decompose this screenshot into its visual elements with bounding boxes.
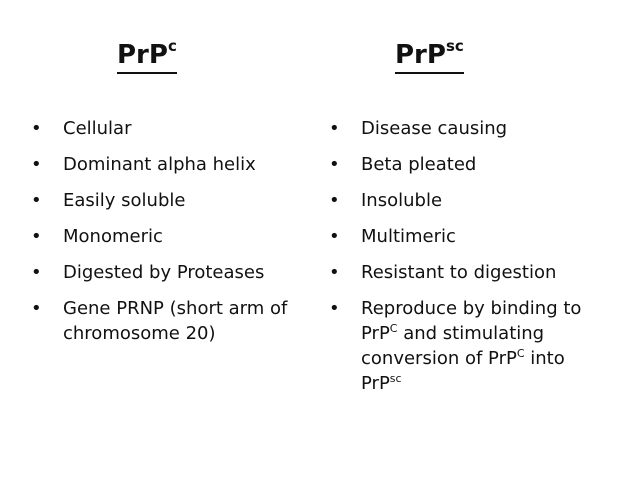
bullet-icon: • (31, 298, 42, 319)
list-item-text: Disease causing (361, 118, 508, 139)
bullet-icon: • (329, 226, 340, 247)
list-item-text: Digested by Proteases (63, 262, 265, 283)
list-item (329, 188, 609, 213)
prpc-list (31, 116, 301, 357)
bullet-icon: • (31, 190, 42, 211)
heading-prpc-sup: c (167, 37, 177, 56)
list-item-text: Monomeric (63, 226, 163, 247)
heading-prpsc (395, 39, 464, 74)
list-item-text: into PrP (361, 348, 565, 394)
list-item (329, 260, 609, 285)
bullet-icon: • (329, 118, 340, 139)
heading-prpc (117, 39, 177, 74)
bullet-icon: • (31, 154, 42, 175)
superscript: sc (389, 372, 402, 385)
list-item-text: Cellular (63, 118, 132, 139)
superscript: C (516, 347, 525, 360)
heading-prpsc-base: PrP (395, 40, 446, 70)
bullet-icon: • (329, 298, 340, 319)
bullet-icon: • (31, 262, 42, 283)
superscript: C (389, 322, 398, 335)
list-item (31, 116, 301, 141)
list-item (31, 296, 301, 346)
bullet-icon: • (31, 118, 42, 139)
prpsc-list (329, 116, 609, 407)
list-item (329, 116, 609, 141)
list-item (31, 224, 301, 249)
list-item-text: Easily soluble (63, 190, 186, 211)
bullet-icon: • (329, 190, 340, 211)
list-item (31, 152, 301, 177)
list-item-text: Insoluble (361, 190, 443, 211)
list-item-text: and stimulating conversion of PrP (361, 323, 545, 369)
list-item-text: Resistant to digestion (361, 262, 557, 283)
list-item-text: Reproduce by binding to PrP (361, 298, 582, 344)
heading-prpsc-sup: sc (445, 37, 464, 56)
bullet-icon: • (329, 154, 340, 175)
list-item-reproduce (329, 296, 609, 396)
list-item (31, 260, 301, 285)
bullet-icon: • (329, 262, 340, 283)
list-item-text: Beta pleated (361, 154, 477, 175)
list-item-text: Dominant alpha helix (63, 154, 256, 175)
list-item (329, 152, 609, 177)
heading-prpc-base: PrP (117, 40, 168, 70)
bullet-icon: • (31, 226, 42, 247)
list-item-text: Multimeric (361, 226, 456, 247)
list-item (31, 188, 301, 213)
list-item-text: Gene PRNP (short arm of chromosome 20) (63, 298, 288, 344)
list-item (329, 224, 609, 249)
